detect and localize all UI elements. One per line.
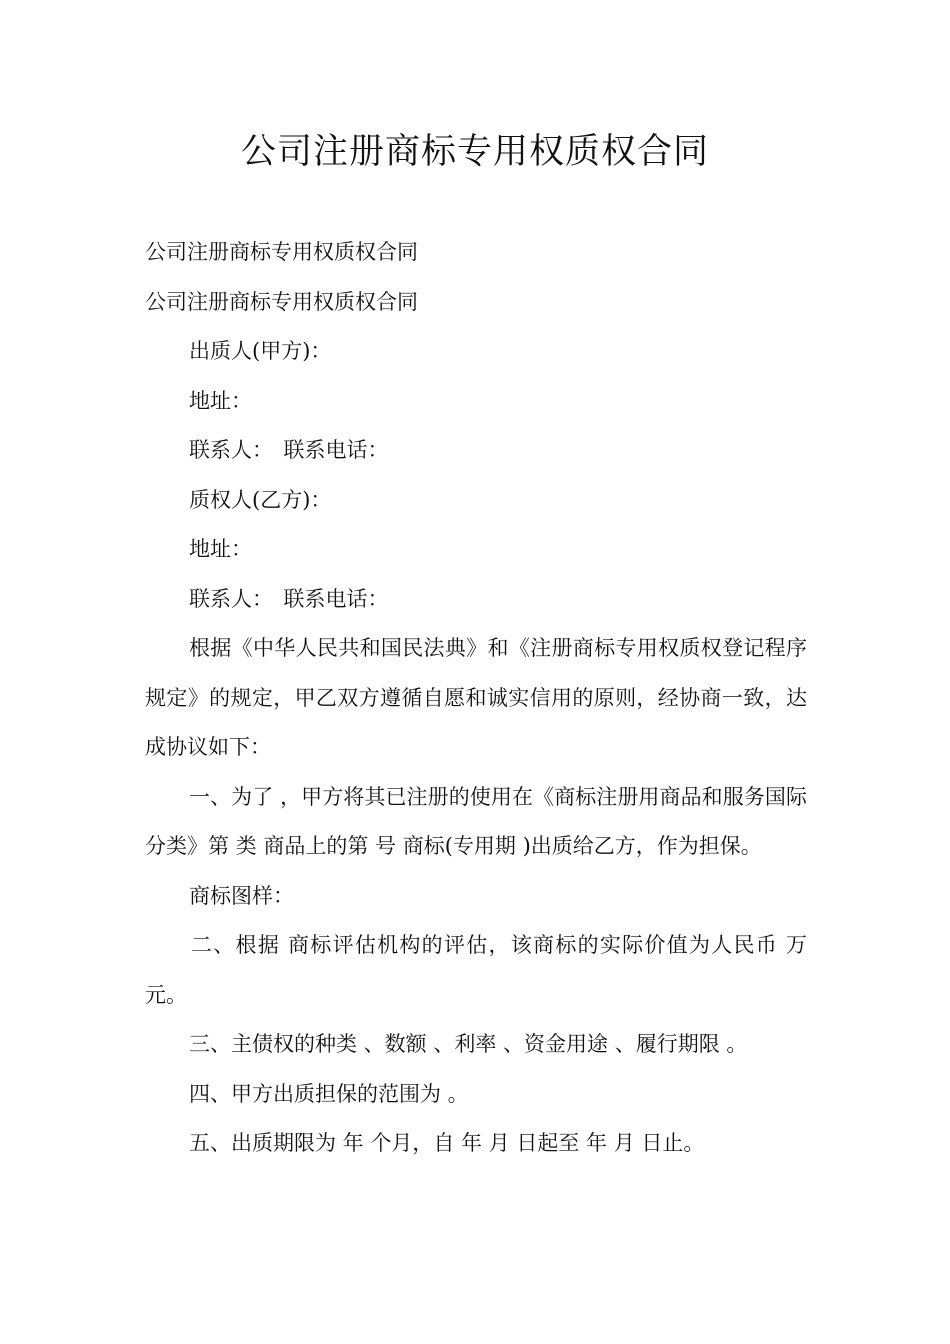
clause-4-paragraph: 四、甲方出质担保的范围为 。 — [189, 1081, 469, 1106]
pledgor-contact-line: 联系人： 联系电话： — [189, 438, 389, 462]
trademark-sample-line: 商标图样： — [189, 883, 294, 908]
paragraph-heading-1: 公司注册商标专用权质权合同 — [145, 240, 418, 264]
paragraph-heading-2: 公司注册商标专用权质权合同 — [145, 289, 418, 314]
clause-2-paragraph: 二、根据 商标评估机构的评估，该商标的实际价值为人民币 万元。 — [145, 933, 807, 1007]
clause-5-paragraph: 五、出质期限为 年 个月，自 年 月 日起至 年 月 日止。 — [189, 1131, 705, 1155]
pledgor-address-line: 地址： — [189, 388, 252, 413]
pledgor-line: 出质人(甲方)： — [189, 339, 332, 363]
clause-3-paragraph: 三、主债权的种类 、数额 、利率 、资金用途 、履行期限 。 — [189, 1032, 748, 1056]
document-body — [145, 228, 807, 1169]
preamble-paragraph: 根据《中华人民共和国民法典》和《注册商标专用权质权登记程序规定》的规定，甲乙双方遵循自愿和诚实信用的原则，经协商一致，达成协议如下： — [145, 636, 807, 759]
pledgee-line: 质权人(乙方)： — [189, 487, 332, 512]
document-title: 公司注册商标专用权质权合同 — [240, 132, 709, 172]
clause-1-paragraph: 一、为了 ，甲方将其已注册的使用在《商标注册用商品和服务国际分类》第 类 商品上的第 号 商标(专用期 )出质给乙方，作为担保。 — [145, 784, 807, 858]
pledgee-address-line: 地址： — [189, 537, 252, 561]
pledgee-contact-line: 联系人： 联系电话： — [189, 586, 389, 611]
